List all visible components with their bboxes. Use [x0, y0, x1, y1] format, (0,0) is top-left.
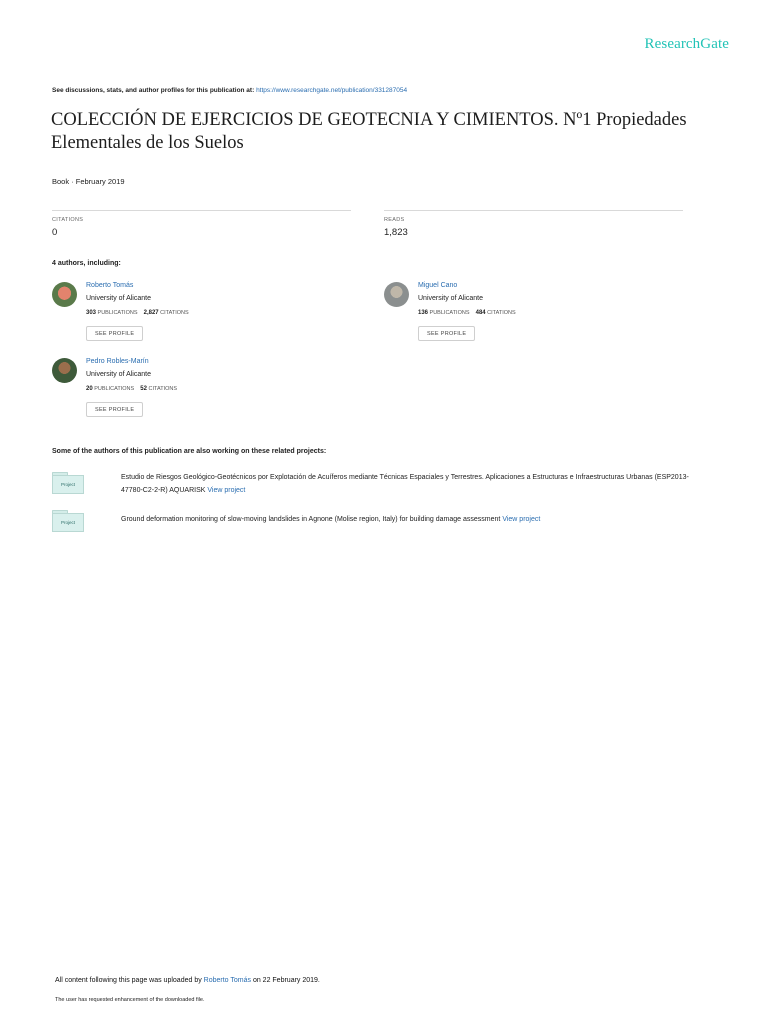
publication-link[interactable]: https://www.researchgate.net/publication/331287054 — [256, 87, 408, 94]
publications-label: PUBLICATIONS — [429, 310, 470, 316]
reads-value: 1,823 — [384, 227, 408, 238]
avatar[interactable] — [52, 358, 77, 383]
enhancement-note: The user has requested enhancement of the downloaded file. — [55, 997, 205, 1003]
reads-divider — [384, 210, 683, 211]
upload-suffix: on 22 February 2019. — [251, 977, 320, 984]
citations-count: 52 — [140, 386, 147, 392]
project-text: Estudio de Riesgos Geológico-Geotécnicos por Explotación de Acuíferos mediante Técnicas Espaciales y Terrestres. Aplicaciones a Estructuras e Infraestructuras Urbanas (ESP2013-47780-C2-2-R) AQUARISK — [121, 474, 689, 494]
view-project-link[interactable]: View project — [502, 516, 541, 523]
see-profile-button[interactable]: SEE PROFILE — [86, 326, 143, 341]
author-name[interactable]: Roberto Tomás — [86, 282, 134, 289]
upload-prefix: All content following this page was uploaded by — [55, 977, 204, 984]
author-card — [52, 358, 352, 418]
projects-heading: Some of the authors of this publication are also working on these related projects: — [52, 448, 327, 455]
citations-divider — [52, 210, 351, 211]
publications-count: 303 — [86, 310, 97, 316]
author-name[interactable]: Pedro Robles-Marín — [86, 358, 149, 365]
citations-value: 0 — [52, 227, 58, 238]
folder-label: Project — [52, 513, 84, 532]
publications-label: PUBLICATIONS — [97, 310, 138, 316]
discussion-text: See discussions, stats, and author profiles for this publication at: — [52, 87, 257, 94]
avatar[interactable] — [384, 282, 409, 307]
publication-meta: Book · February 2019 — [52, 177, 125, 186]
project-folder-icon[interactable] — [52, 472, 84, 494]
citations-count: 484 — [475, 310, 486, 316]
citations-label: CITATIONS — [487, 310, 516, 316]
discussion-line — [52, 87, 407, 94]
citations-count: 2,827 — [143, 310, 159, 316]
author-institution: University of Alicante — [418, 295, 483, 302]
publications-count: 136 — [418, 310, 429, 316]
author-institution: University of Alicante — [86, 371, 151, 378]
author-name[interactable]: Miguel Cano — [418, 282, 458, 289]
uploader-link[interactable]: Roberto Tomás — [203, 977, 251, 984]
publication-title: COLECCIÓN DE EJERCICIOS DE GEOTECNIA Y CIMIENTOS. Nº1 Propiedades Elementales de los Suelos — [51, 110, 687, 153]
see-profile-button[interactable]: SEE PROFILE — [86, 402, 143, 417]
citations-label: CITATIONS — [148, 386, 178, 392]
author-card — [384, 282, 684, 342]
project-description — [121, 472, 701, 497]
citations-label: CITATIONS — [160, 310, 189, 316]
project-folder-icon[interactable] — [52, 510, 84, 532]
author-stats — [86, 386, 177, 392]
project-text: Ground deformation monitoring of slow-moving landslides in Agnone (Molise region, Italy) for building damage assessment — [121, 516, 503, 523]
author-institution: University of Alicante — [86, 295, 151, 302]
authors-heading: 4 authors, including: — [52, 260, 121, 267]
avatar[interactable] — [52, 282, 77, 307]
project-description — [121, 514, 701, 527]
researchgate-logo[interactable]: ResearchGate — [644, 36, 729, 52]
citations-label: CITATIONS — [52, 217, 84, 223]
reads-label: READS — [384, 217, 405, 223]
author-stats — [86, 310, 189, 316]
publications-count: 20 — [86, 386, 93, 392]
author-stats — [418, 310, 516, 316]
folder-label: Project — [52, 475, 84, 494]
author-card — [52, 282, 352, 342]
see-profile-button[interactable]: SEE PROFILE — [418, 326, 475, 341]
view-project-link[interactable]: View project — [207, 486, 246, 494]
upload-note — [55, 977, 320, 984]
publications-label: PUBLICATIONS — [94, 386, 135, 392]
